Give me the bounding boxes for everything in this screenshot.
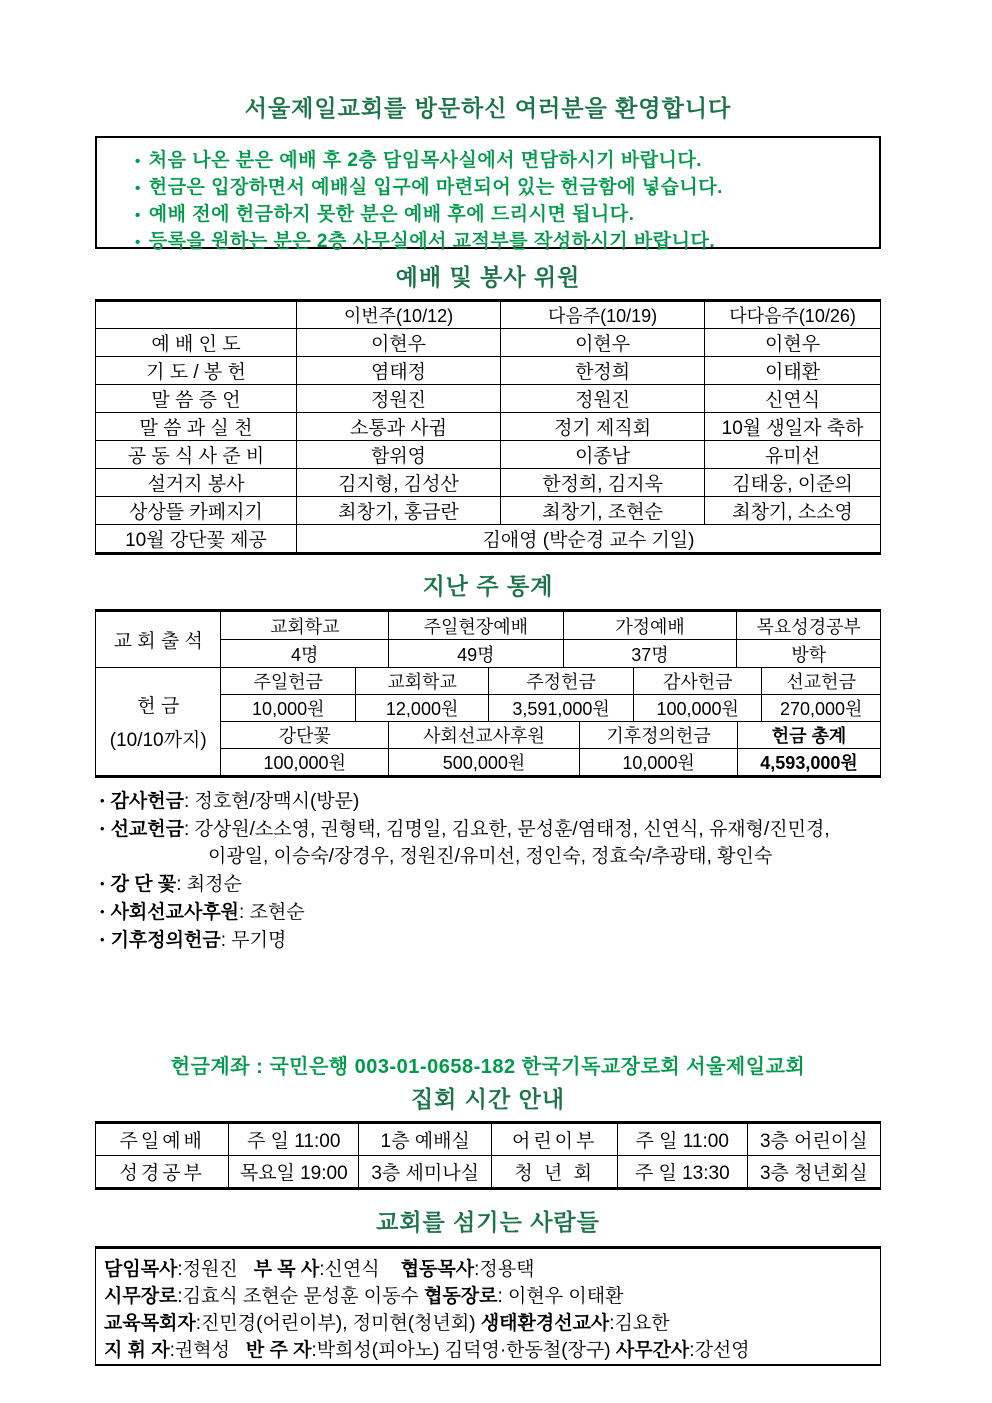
attendance-headers: [221, 612, 880, 639]
table-row: [96, 385, 881, 413]
attendance-label: 교 회 출 석: [96, 612, 221, 667]
offering-row: [96, 667, 880, 775]
header-cell-this-week: 이번주(10/12): [296, 301, 500, 329]
detail-label: 기후정의헌금: [110, 930, 221, 951]
detail-text: : 정호현/장맥시(방문): [183, 791, 360, 812]
cell: 감사헌금: [633, 668, 761, 694]
stats-table: [95, 609, 881, 778]
cell: 정원진: [296, 385, 500, 413]
row-label: 말 씀 과 실 천: [96, 413, 297, 441]
cell: 한정희: [501, 357, 705, 385]
offering-values-1: [221, 694, 880, 721]
staff-role: 협동목사: [400, 1259, 475, 1280]
cell-total-label: 헌금 총계: [737, 722, 880, 748]
bullet-icon: •: [100, 821, 105, 836]
row-label: 상상뜰 카페지기: [96, 497, 297, 525]
cell: 선교헌금: [761, 668, 880, 694]
cell: 3,591,000원: [488, 695, 633, 721]
table-row-flower: [96, 525, 881, 554]
cell: 37명: [563, 640, 737, 667]
notice-item: [135, 175, 869, 202]
cell: 기후정의헌금: [579, 722, 737, 748]
bullet-icon: •: [135, 180, 141, 197]
cell: 100,000원: [263, 753, 346, 773]
detail-label: 선교헌금: [110, 819, 184, 840]
header-cell-next-week: 다음주(10/19): [501, 301, 705, 329]
notice-text: 등록을 원하는 분은 2층 사무실에서 교적부를 작성하시기 바랍니다.: [148, 231, 716, 252]
bullet-icon: •: [135, 153, 141, 170]
cell: 최창기, 소소영: [705, 497, 881, 525]
cell: 주정헌금: [488, 668, 633, 694]
cell-service-place: 1층 예배실: [358, 1123, 491, 1156]
staff-names: :정용택: [474, 1259, 535, 1280]
cell: 가정예배: [563, 612, 737, 639]
staff-box: [95, 1246, 881, 1366]
worship-header-row: [96, 301, 881, 329]
cell: 함위영: [296, 441, 500, 469]
header-cell-empty: [96, 301, 297, 329]
cell: 이현우: [296, 329, 500, 357]
staff-line: [104, 1283, 872, 1310]
cell-service-name: 청 년 회: [492, 1156, 618, 1189]
staff-role: 사무간사: [615, 1340, 690, 1361]
row-label: 기 도 / 봉 헌: [96, 357, 297, 385]
detail-text: : 무기명: [220, 930, 287, 951]
cell: 소통과 사귐: [296, 413, 500, 441]
cell: 김지형, 김성산: [296, 469, 500, 497]
cell-service-time: 주 일 11:00: [229, 1123, 359, 1156]
cell-service-place: 3층 세미나실: [358, 1156, 491, 1189]
staff-role: 부 목 사: [253, 1259, 320, 1280]
cell: 정기 제직회: [501, 413, 705, 441]
cell: 이현우: [705, 329, 881, 357]
offering-headers-1: [221, 668, 880, 694]
staff-names: :진민경(어린이부), 정미현(청년회): [195, 1313, 481, 1334]
bulletin-page: [95, 0, 881, 1366]
staff-names: :박희성(피아노) 김덕영·한동철(장구): [311, 1340, 616, 1361]
cell: 최창기, 홍금란: [296, 497, 500, 525]
cell: 염태정: [296, 357, 500, 385]
offering-label-line1: 헌 금: [137, 696, 180, 717]
cell: 270,000원: [761, 695, 880, 721]
offering-label-line2: (10/10까지): [109, 730, 207, 751]
section-title-staff: 교회를 섬기는 사람들: [376, 1209, 600, 1235]
offering-details-list: [95, 787, 881, 954]
cell: 이태환: [705, 357, 881, 385]
cell: 최창기, 조현순: [501, 497, 705, 525]
staff-role: 협동장로: [424, 1286, 498, 1307]
cell: 정원진: [501, 385, 705, 413]
cell-service-name: 어린이부: [492, 1123, 618, 1156]
cell: 10,000원: [579, 749, 737, 775]
notice-box: [95, 136, 881, 252]
staff-role: 담임목사: [104, 1259, 178, 1280]
worship-table: [95, 299, 881, 555]
notice-text: 예배 전에 헌금하지 못한 분은 예배 후에 드리시면 됩니다.: [148, 204, 635, 225]
cell: 한정희, 김지욱: [501, 469, 705, 497]
notice-text: 헌금은 입장하면서 예배실 입구에 마련되어 있는 헌금함에 넣습니다.: [148, 177, 723, 198]
detail-item: [100, 898, 881, 926]
row-label: 공 동 식 사 준 비: [96, 441, 297, 469]
notice-text: 처음 나온 분은 예배 후 2층 담임목사실에서 면담하시기 바랍니다.: [148, 150, 703, 171]
offering-label: [96, 668, 221, 775]
detail-label: 사회선교사후원: [110, 902, 240, 923]
cell: 주일헌금: [253, 672, 324, 692]
table-row: [96, 357, 881, 385]
staff-names: :권혁성: [169, 1340, 246, 1361]
notice-item: [135, 229, 869, 256]
detail-label: 강 단 꽃: [110, 874, 177, 895]
detail-text: : 최정순: [176, 874, 242, 895]
table-row: [96, 441, 881, 469]
meeting-times-table: [95, 1121, 881, 1190]
bullet-icon: •: [135, 207, 141, 224]
row-label: 말 씀 증 언: [96, 385, 297, 413]
cell-total-value: 4,593,000원: [737, 749, 880, 775]
section-title-stats: 지난 주 통계: [422, 573, 554, 599]
staff-names: :김효식 조현순 문성훈 이동수: [177, 1286, 425, 1307]
attendance-row: [96, 612, 880, 667]
staff-line: [104, 1337, 872, 1364]
cell: 4명: [291, 644, 319, 665]
cell: 10월 생일자 축하: [705, 413, 881, 441]
table-row: [96, 1156, 881, 1189]
staff-role: 교육목회자: [104, 1313, 196, 1334]
header-cell-week-after: 다다음주(10/26): [705, 301, 881, 329]
cell: 이현우: [501, 329, 705, 357]
staff-role: 생태환경선교사: [480, 1313, 610, 1334]
detail-label: 감사헌금: [110, 791, 184, 812]
cell: 방학: [736, 640, 880, 667]
cell: 강단꽃: [278, 726, 331, 746]
table-row: [96, 497, 881, 525]
row-label: 설거지 봉사: [96, 469, 297, 497]
staff-role: 반 주 자: [245, 1340, 312, 1361]
staff-names: :정원진: [177, 1259, 254, 1280]
staff-names: : 이현우 이태환: [497, 1286, 624, 1307]
table-row: [96, 469, 881, 497]
cell-service-time: 주 일 13:30: [617, 1156, 747, 1189]
notice-item: [135, 148, 869, 175]
attendance-values: [221, 639, 880, 667]
detail-item: [100, 870, 881, 898]
cell: 목요성경공부: [736, 612, 880, 639]
staff-role: 시무장로: [104, 1286, 178, 1307]
detail-item: [100, 787, 881, 815]
staff-line: [104, 1310, 872, 1337]
offering-account-line: 헌금계좌 : 국민은행 003-01-0658-182 한국기독교장로회 서울제일교회: [170, 1056, 806, 1078]
notice-item: [135, 202, 869, 229]
staff-names: :김요한: [609, 1313, 670, 1334]
detail-text: : 조현순: [239, 902, 305, 923]
staff-names: :강선영: [689, 1340, 750, 1361]
cell: 김태웅, 이준의: [705, 469, 881, 497]
cell: 100,000원: [633, 695, 761, 721]
cell: 교회학교: [269, 616, 340, 637]
cell-service-place: 3층 어린이실: [747, 1123, 881, 1156]
staff-names: :신연식: [319, 1259, 401, 1280]
section-title-meeting: 집회 시간 안내: [410, 1086, 566, 1112]
table-row: [96, 413, 881, 441]
staff-role: 지 휘 자: [104, 1340, 170, 1361]
cell: 49명: [388, 640, 563, 667]
row-label: 10월 강단꽃 제공: [96, 525, 297, 554]
cell: 교회학교: [355, 668, 488, 694]
bullet-icon: •: [100, 932, 105, 947]
detail-item: [100, 815, 881, 843]
cell: 사회선교사후원: [388, 722, 579, 748]
offering-values-2: [221, 748, 880, 775]
detail-text: : 강상원/소소영, 권형택, 김명일, 김요한, 문성훈/염태정, 신연식, 유재형/진민경,: [183, 819, 830, 840]
cell-service-name: 주일예배: [96, 1123, 229, 1156]
detail-item-continuation: 이광일, 이승숙/장경우, 정원진/유미선, 정인숙, 정효숙/추광태, 황인숙: [208, 846, 773, 867]
cell: 500,000원: [388, 749, 579, 775]
bullet-icon: •: [100, 904, 105, 919]
bullet-icon: •: [135, 234, 141, 251]
bullet-icon: •: [100, 876, 105, 891]
table-row: [96, 1123, 881, 1156]
cell: 주일현장예배: [388, 612, 563, 639]
detail-item: [100, 926, 881, 954]
cell: 12,000원: [355, 695, 488, 721]
section-title-worship: 예배 및 봉사 위원: [395, 264, 581, 290]
cell-service-time: 주 일 11:00: [617, 1123, 747, 1156]
row-label: 예 배 인 도: [96, 329, 297, 357]
cell-service-place: 3층 청년회실: [747, 1156, 881, 1189]
bullet-icon: •: [100, 793, 105, 808]
table-row: [96, 329, 881, 357]
page-title: 서울제일교회를 방문하신 여러분을 환영합니다: [244, 95, 732, 121]
cell: 10,000원: [252, 699, 325, 719]
offering-headers-2: [221, 721, 880, 748]
cell-service-name: 성경공부: [96, 1156, 229, 1189]
cell: 이종남: [501, 441, 705, 469]
cell-flower-provider: 김애영 (박순경 교수 기일): [296, 525, 880, 554]
cell: 유미선: [705, 441, 881, 469]
staff-line: [104, 1256, 872, 1283]
cell-service-time: 목요일 19:00: [229, 1156, 359, 1189]
cell: 신연식: [705, 385, 881, 413]
